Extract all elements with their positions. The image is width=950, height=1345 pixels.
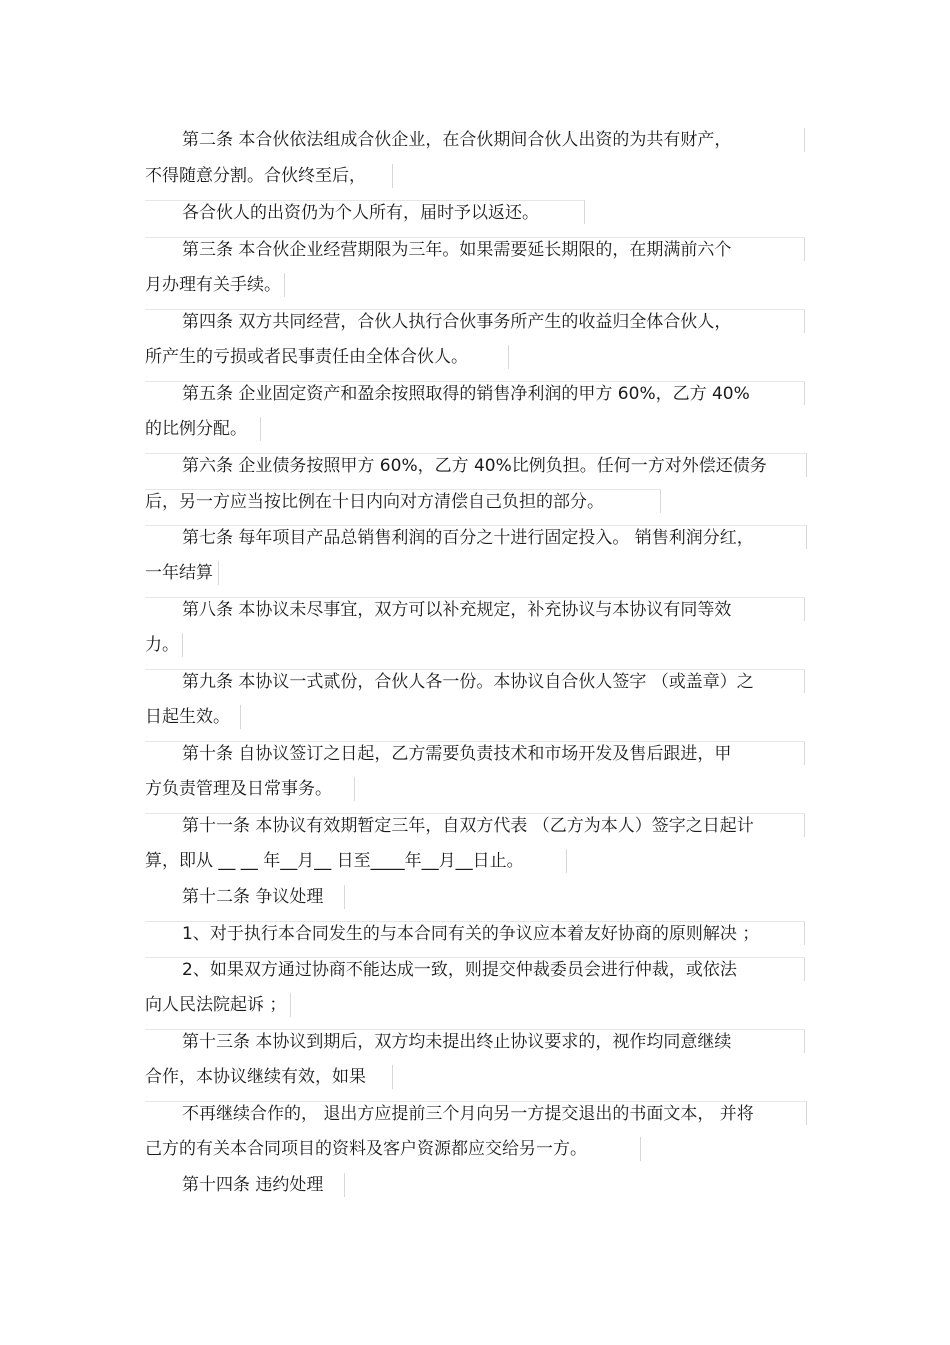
text-line: 月办理有关手续。	[145, 273, 285, 297]
text-line: 第三条 本合伙企业经营期限为三年。如果需要延长期限的，在期满前六个	[145, 237, 805, 261]
text-line: 一年结算	[145, 561, 219, 585]
text-line: 第二条 本合伙依法组成合伙企业，在合伙期间合伙人出资的为共有财产，	[145, 128, 805, 152]
text-line: 的比例分配。	[145, 417, 261, 441]
text-line: 第十二条 争议处理	[145, 885, 345, 909]
text-line: 所产生的亏损或者民事责任由全体合伙人。	[145, 345, 509, 369]
text-line: 后，另一方应当按比例在十日内向对方清偿自己负担的部分。	[145, 489, 661, 513]
text-line: 第四条 双方共同经营，合伙人执行合伙事务所产生的收益归全体合伙人，	[145, 309, 805, 333]
text-line: 力。	[145, 633, 183, 657]
text-line: 第八条 本协议未尽事宜，双方可以补充规定，补充协议与本协议有同等效	[145, 597, 805, 621]
text-line: 合作，本协议继续有效，如果	[145, 1065, 393, 1089]
text-line: 算，即从 __ __ 年__月__ 日至____年__月__日止。	[145, 849, 567, 873]
text-line: 不再继续合作的， 退出方应提前三个月向另一方提交退出的书面文本， 并将	[145, 1101, 807, 1125]
text-line: 第六条 企业债务按照甲方 60%，乙方 40%比例负担。任何一方对外偿还债务	[145, 453, 807, 477]
text-line: 己方的有关本合同项目的资料及客户资源都应交给另一方。	[145, 1137, 641, 1161]
text-line: 第七条 每年项目产品总销售利润的百分之十进行固定投入。 销售利润分红，	[145, 525, 807, 549]
text-line: 日起生效。	[145, 705, 241, 729]
text-line: 不得随意分割。合伙终至后，	[145, 164, 393, 188]
text-line: 第五条 企业固定资产和盈余按照取得的销售净利润的甲方 60%，乙方 40%	[145, 381, 805, 405]
text-line: 向人民法院起诉 ；	[145, 993, 291, 1017]
text-line: 2、如果双方通过协商不能达成一致，则提交仲裁委员会进行仲裁，或依法	[145, 957, 805, 981]
text-line: 方负责管理及日常事务。	[145, 777, 355, 801]
text-line: 第十三条 本协议到期后，双方均未提出终止协议要求的，视作均同意继续	[145, 1029, 805, 1053]
text-line: 第十四条 违约处理	[145, 1173, 345, 1197]
text-line: 第十一条 本协议有效期暂定三年，自双方代表 （乙方为本人）签字之日起计	[145, 813, 805, 837]
text-line: 第九条 本协议一式贰份，合伙人各一份。本协议自合伙人签字 （或盖章）之	[145, 669, 805, 693]
text-line: 第十条 自协议签订之日起，乙方需要负责技术和市场开发及售后跟进，甲	[145, 741, 805, 765]
text-line: 1、对于执行本合同发生的与本合同有关的争议应本着友好协商的原则解决 ；	[145, 921, 805, 945]
text-line: 各合伙人的出资仍为个人所有，届时予以返还。	[145, 200, 585, 224]
